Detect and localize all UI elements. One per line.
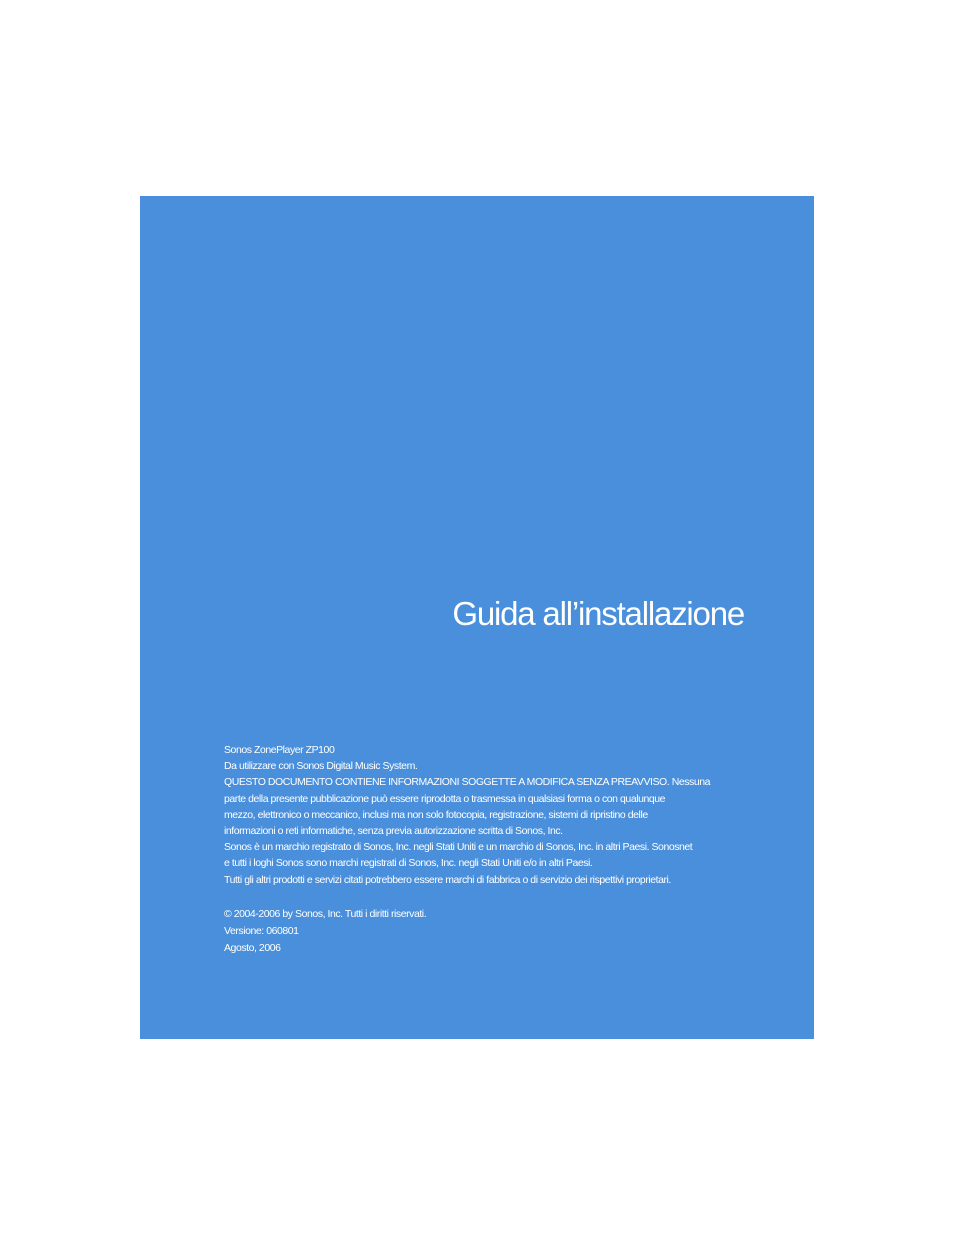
legal-line: Sonos è un marchio registrato di Sonos, Inc. negli Stati Uniti e un marchio di Sonos, Inc. in altri Paesi. Sonosnet [224, 841, 693, 854]
legal-line: informazioni o reti informatiche, senza previa autorizzazione scritta di Sonos, Inc. [224, 825, 563, 838]
publication-meta [224, 906, 754, 957]
document-title: Guida all’installazione [452, 595, 744, 632]
usage-note: Da utilizzare con Sonos Digital Music System. [224, 760, 418, 773]
cover-panel [140, 196, 814, 1039]
copyright-notice: © 2004-2006 by Sonos, Inc. Tutti i diritti riservati. [224, 907, 427, 920]
info-block [224, 742, 754, 957]
legal-line: e tutti i loghi Sonos sono marchi registrati di Sonos, Inc. negli Stati Uniti e/o in altri Paesi. [224, 857, 593, 870]
product-name: Sonos ZonePlayer ZP100 [224, 744, 335, 756]
spacer [224, 888, 754, 906]
legal-line: Tutti gli altri prodotti e servizi citati potrebbero essere marchi di fabbrica o di servizio dei rispettivi proprietari. [224, 873, 671, 886]
publication-date: Agosto, 2006 [224, 941, 281, 954]
legal-line: mezzo, elettronico o meccanico, inclusi ma non solo fotocopia, registrazione, sistemi di ripristino delle [224, 808, 648, 821]
legal-notice [224, 774, 754, 887]
version-label: Versione: 060801 [224, 924, 299, 937]
legal-line: parte della presente pubblicazione può essere riprodotta o trasmessa in qualsiasi forma o con qualunque [224, 792, 666, 805]
legal-line: QUESTO DOCUMENTO CONTIENE INFORMAZIONI SOGGETTE A MODIFICA SENZA PREAVVISO. Nessuna [224, 776, 710, 789]
